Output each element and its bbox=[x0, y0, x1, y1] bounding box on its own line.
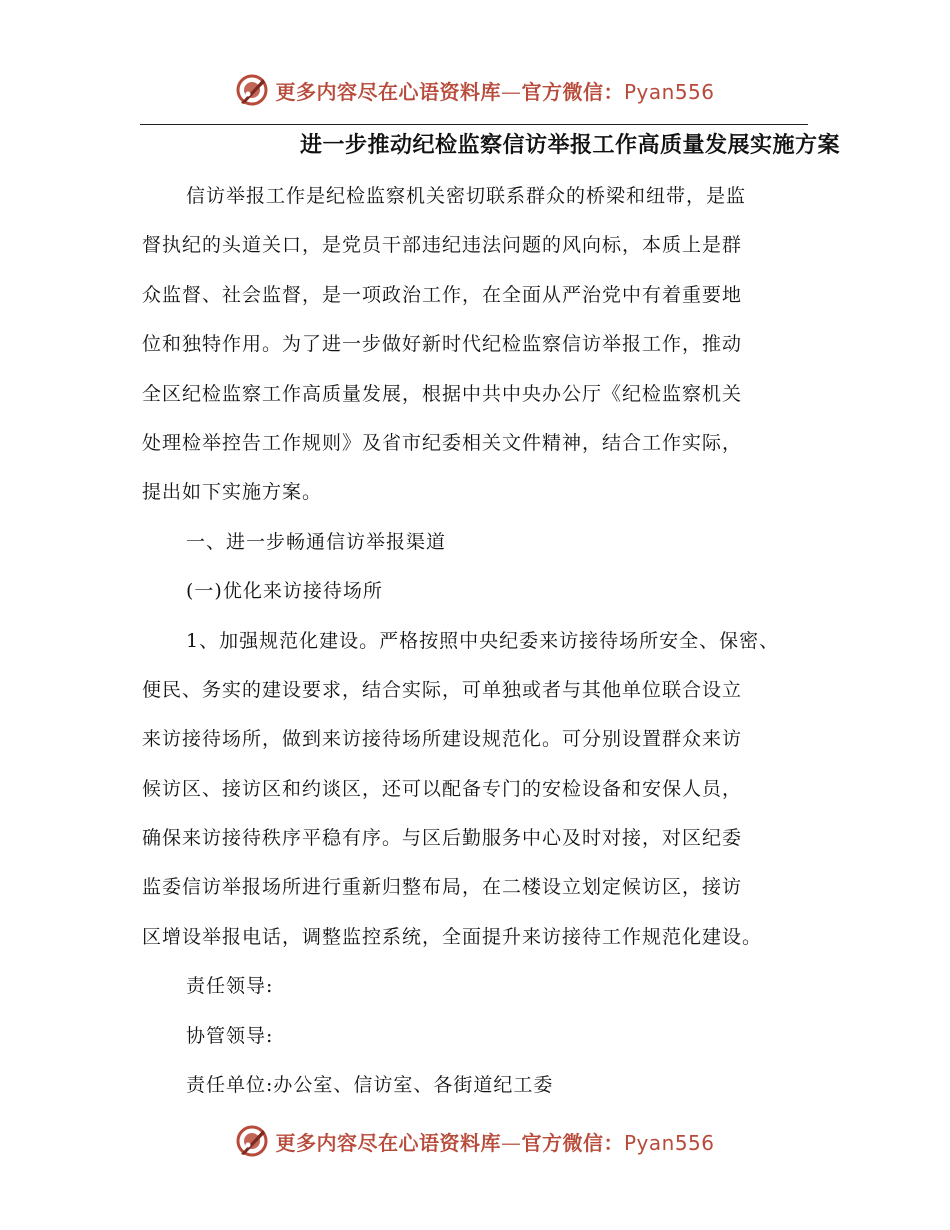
paragraph-line: 处理检举控告工作规则》及省市纪委相关文件精神，结合工作实际， bbox=[142, 431, 743, 454]
banner-main-text: 更多内容尽在心语资料库 bbox=[275, 1130, 501, 1155]
quill-seal-icon bbox=[235, 73, 269, 107]
paragraph-line: 督执纪的头道关口，是党员干部违纪违法问题的风向标，本质上是群 bbox=[142, 234, 743, 257]
header-rule bbox=[140, 124, 808, 125]
paragraph-line: 候访区、接访区和约谈区，还可以配备专门的安检设备和安保人员， bbox=[142, 777, 743, 800]
footer-banner bbox=[0, 1121, 950, 1161]
paragraph-line: 全区纪检监察工作高质量发展，根据中共中央办公厅《纪检监察机关 bbox=[142, 382, 743, 405]
paragraph-line: 提出如下实施方案。 bbox=[142, 481, 323, 504]
responsible-leader: 责任领导: bbox=[186, 975, 274, 998]
section-heading: 一、进一步畅通信访举报渠道 bbox=[186, 530, 447, 553]
header-banner bbox=[0, 70, 950, 110]
document-title: 进一步推动纪检监察信访举报工作高质量发展实施方案 bbox=[299, 132, 840, 158]
banner-wechat-label: 官方微信： bbox=[521, 1130, 624, 1155]
paragraph-line: 便民、务实的建设要求，结合实际，可单独或者与其他单位联合设立 bbox=[142, 678, 743, 701]
paragraph-line: 区增设举报电话，调整监控系统，全面提升来访接待工作规范化建设。 bbox=[142, 925, 763, 948]
paragraph-line: 确保来访接待秩序平稳有序。与区后勤服务中心及时对接，对区纪委 bbox=[142, 827, 743, 850]
banner-handle: Pyan556 bbox=[623, 1130, 715, 1155]
banner-dash: — bbox=[500, 79, 522, 104]
banner-main-text: 更多内容尽在心语资料库 bbox=[275, 79, 501, 104]
paragraph-line: 监委信访举报场所进行重新归整布局，在二楼设立划定候访区，接访 bbox=[142, 876, 743, 899]
banner-handle: Pyan556 bbox=[623, 79, 715, 104]
subsection-heading: (一)优化来访接待场所 bbox=[186, 580, 383, 603]
banner-wechat-label: 官方微信： bbox=[521, 79, 624, 104]
banner-text bbox=[275, 1127, 714, 1156]
quill-seal-icon bbox=[235, 1124, 269, 1158]
paragraph-line: 来访接待场所，做到来访接待场所建设规范化。可分别设置群众来访 bbox=[142, 728, 743, 751]
paragraph-line: 位和独特作用。为了进一步做好新时代纪检监察信访举报工作，推动 bbox=[142, 333, 743, 356]
paragraph-line: 众监督、社会监督，是一项政治工作，在全面从严治党中有着重要地 bbox=[142, 283, 743, 306]
assisting-leader: 协管领导: bbox=[186, 1024, 274, 1047]
responsible-units: 责任单位:办公室、信访室、各街道纪工委 bbox=[186, 1074, 554, 1097]
banner-text bbox=[275, 76, 714, 105]
document-body bbox=[142, 176, 822, 1114]
paragraph-line: 1、加强规范化建设。严格按照中央纪委来访接待场所安全、保密、 bbox=[186, 629, 780, 652]
banner-dash: — bbox=[500, 1130, 522, 1155]
paragraph-line: 信访举报工作是纪检监察机关密切联系群众的桥梁和纽带，是监 bbox=[186, 185, 747, 207]
